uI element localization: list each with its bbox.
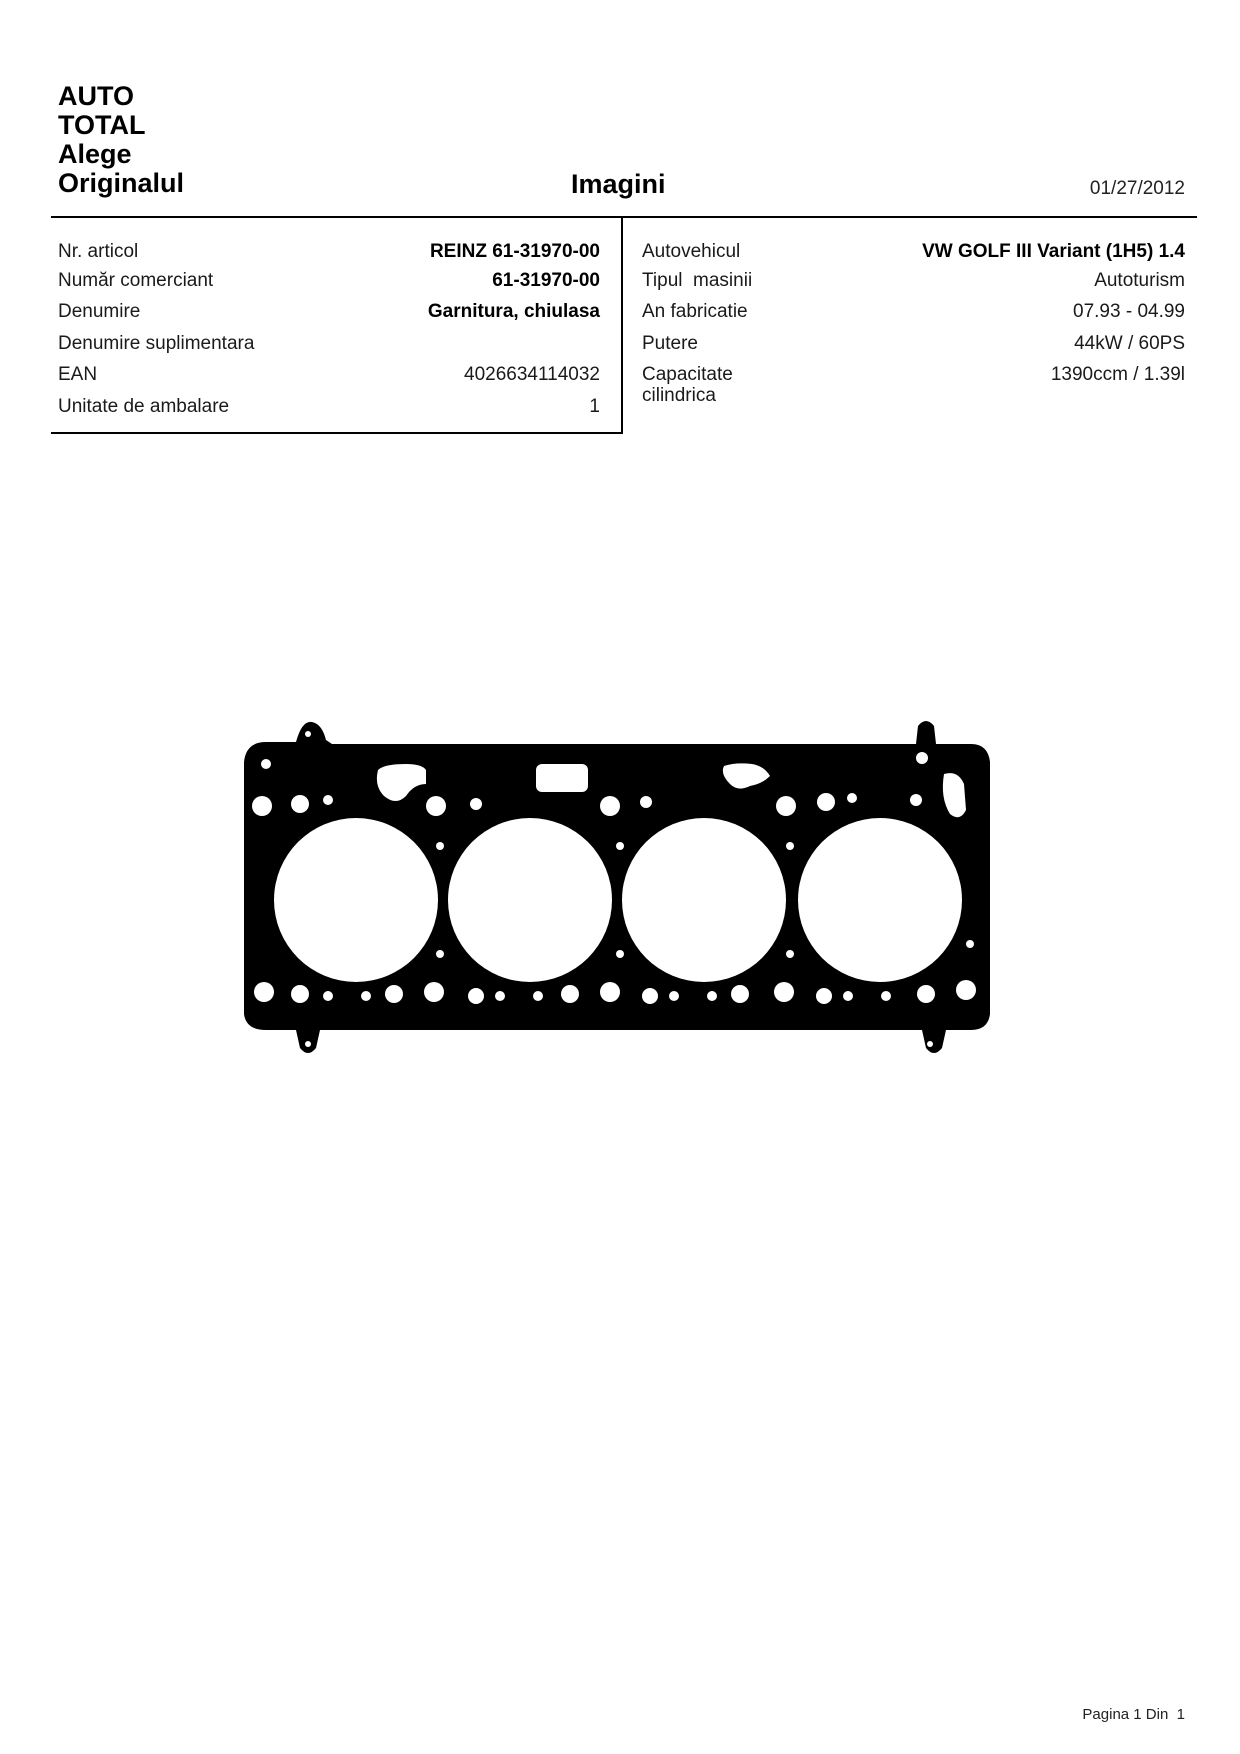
packaging-unit-label: Unitate de ambalare (58, 396, 230, 417)
header-divider (51, 216, 1197, 218)
displacement-value: 1390ccm / 1.39l (1050, 364, 1185, 385)
brand-line: Alege (58, 139, 132, 169)
brand-logo-text (58, 82, 184, 198)
vehicle-label: Autovehicul (642, 241, 741, 262)
designation-label: Denumire (58, 301, 141, 322)
document-date: 01/27/2012 (1089, 178, 1185, 199)
production-years-label: An fabricatie (642, 301, 748, 322)
cylinder-head-gasket-image (236, 714, 1006, 1074)
brand-line: TOTAL (58, 110, 146, 140)
column-divider (621, 217, 623, 434)
ean-label: EAN (58, 364, 98, 385)
displacement-label: Capacitate cilindrica (642, 364, 733, 406)
additional-designation-label: Denumire suplimentara (58, 333, 255, 354)
vehicle-type-label: Tipul masinii (642, 270, 753, 291)
power-value: 44kW / 60PS (1074, 333, 1185, 354)
designation-value: Garnitura, chiulasa (427, 301, 600, 322)
production-years-value: 07.93 - 04.99 (1073, 301, 1185, 322)
merchant-number-label: Număr comerciant (58, 270, 214, 291)
brand-line: AUTO (58, 81, 135, 111)
page-number: Pagina 1 Din 1 (1082, 1706, 1185, 1723)
article-number-label: Nr. articol (58, 241, 139, 262)
packaging-unit-value: 1 (589, 396, 600, 417)
page-title: Imagini (571, 169, 666, 199)
brand-line: Originalul (58, 168, 185, 198)
vehicle-value: VW GOLF III Variant (1H5) 1.4 (922, 241, 1185, 262)
article-table-bottom-rule (51, 432, 622, 434)
ean-value: 4026634114032 (464, 364, 600, 385)
merchant-number-value: 61-31970-00 (492, 270, 600, 291)
vehicle-type-value: Autoturism (1094, 270, 1185, 291)
article-number-value: REINZ 61-31970-00 (429, 241, 600, 262)
power-label: Putere (642, 333, 698, 354)
